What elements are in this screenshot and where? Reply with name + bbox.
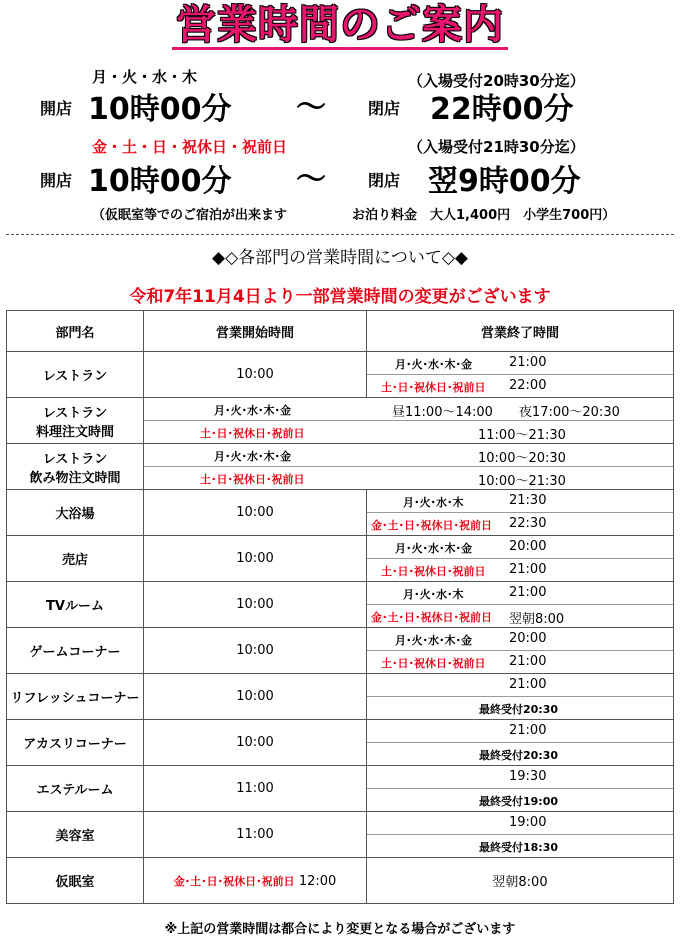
weekday-tilde: ～ (296, 90, 326, 125)
end-value: 19:00 (509, 815, 547, 830)
header-end: 営業終了時間 (367, 311, 674, 352)
dept-name: 仮眠室 (7, 858, 144, 904)
hours-table (6, 310, 674, 904)
end-value: 21:00 (509, 723, 547, 738)
end-time-cell (367, 582, 674, 628)
start-time: 11:00 (144, 766, 367, 812)
end-time-cell (367, 352, 674, 398)
end-time-cell (367, 720, 674, 766)
order-value: 11:00～21:30 (478, 428, 566, 443)
weekend-tilde: ～ (296, 162, 326, 197)
table-row (7, 582, 674, 628)
day-label: 土･日･祝休日･祝前日 (381, 565, 486, 578)
divider (6, 234, 674, 235)
last-reception: 最終受付20:30 (479, 703, 559, 716)
table-row (7, 352, 674, 398)
start-time: 10:00 (144, 490, 367, 536)
table-row (7, 444, 674, 490)
table-row (7, 628, 674, 674)
end-value: 21:30 (509, 493, 547, 508)
change-notice: 令和7年11月4日より一部営業時間の変更がございます (129, 287, 551, 307)
order-hours-cell (144, 444, 674, 490)
last-reception: 最終受付19:00 (479, 795, 559, 808)
last-reception: 最終受付20:30 (479, 749, 559, 762)
fee-note: お泊り料金 大人1,400円 小学生700円） (352, 208, 616, 223)
day-label: 金･土･日･祝休日･祝前日 (371, 519, 492, 532)
day-label: 金･土･日･祝休日･祝前日 (173, 874, 295, 888)
day-label: 月･火･水･木 (403, 588, 464, 601)
end-value: 21:00 (509, 677, 547, 692)
weekday-close-time: 22時00分 (430, 92, 574, 127)
stay-note: （仮眠室等でのご宿泊が出来ます (92, 208, 288, 223)
table-row (7, 766, 674, 812)
day-label: 土･日･祝休日･祝前日 (381, 381, 486, 394)
dept-name: リフレッシュコーナー (7, 674, 144, 720)
dept-name: レストラン 飲み物注文時間 (7, 444, 144, 490)
day-label: 土･日･祝休日･祝前日 (200, 427, 305, 440)
end-value: 22:30 (509, 516, 547, 531)
table-row (7, 398, 674, 444)
dept-name: 大浴場 (7, 490, 144, 536)
weekend-close-time: 翌9時00分 (428, 164, 581, 199)
weekday-open-time: 10時00分 (88, 92, 232, 127)
header-dept: 部門名 (7, 311, 144, 352)
end-time-cell (367, 536, 674, 582)
start-time: 11:00 (144, 812, 367, 858)
table-row (7, 812, 674, 858)
order-value: 10:00～21:30 (478, 474, 566, 489)
weekend-open-time: 10時00分 (88, 164, 232, 199)
dept-name: アカスリコーナー (7, 720, 144, 766)
day-label: 土･日･祝休日･祝前日 (381, 657, 486, 670)
table-header-row (7, 311, 674, 352)
dept-name: レストラン 料理注文時間 (7, 398, 144, 444)
dept-name: ゲームコーナー (7, 628, 144, 674)
table-row (7, 858, 674, 904)
end-value: 21:00 (509, 585, 547, 600)
weekend-open-label: 開店 (40, 171, 73, 190)
dept-heading: ◆◇各部門の営業時間について◇◆ (212, 248, 468, 268)
start-time-cell (144, 858, 367, 904)
start-time: 10:00 (144, 536, 367, 582)
day-label: 金･土･日･祝休日･祝前日 (371, 611, 492, 624)
page-title: 営業時間のご案内 (0, 2, 680, 50)
table-row (7, 536, 674, 582)
day-label: 月･火･水･木･金 (214, 450, 291, 463)
day-label: 月･火･水･木･金 (395, 634, 472, 647)
weekday-entry-note: （入場受付20時30分迄） (408, 72, 585, 90)
end-value: 20:00 (509, 539, 547, 554)
start-time: 10:00 (144, 720, 367, 766)
last-reception: 最終受付18:30 (479, 841, 559, 854)
end-time-cell (367, 812, 674, 858)
end-time-cell (367, 628, 674, 674)
day-label: 月･火･水･木･金 (395, 542, 472, 555)
end-value: 翌朝8:00 (509, 612, 565, 627)
start-time: 12:00 (298, 873, 337, 889)
start-time: 10:00 (144, 582, 367, 628)
dept-name: 美容室 (7, 812, 144, 858)
start-time: 10:00 (144, 674, 367, 720)
weekend-close-label: 閉店 (368, 171, 401, 190)
weekday-open-label: 開店 (40, 99, 73, 118)
day-label: 月･火･水･木･金 (214, 404, 291, 417)
header-start: 営業開始時間 (144, 311, 367, 352)
table-row (7, 720, 674, 766)
footer-note: ※上記の営業時間は都合により変更となる場合がございます (164, 922, 516, 937)
end-time-cell (367, 766, 674, 812)
dept-name: 売店 (7, 536, 144, 582)
day-label: 土･日･祝休日･祝前日 (200, 473, 305, 486)
order-value: 昼11:00～14:00 夜17:00～20:30 (392, 405, 620, 420)
order-value: 10:00～20:30 (478, 451, 566, 466)
weekend-entry-note: （入場受付21時30分迄） (408, 138, 585, 156)
end-value: 22:00 (509, 378, 547, 393)
end-value: 21:00 (509, 654, 547, 669)
weekday-close-label: 閉店 (368, 99, 401, 118)
weekend-days: 金・土・日・祝休日・祝前日 (92, 138, 288, 156)
end-time-cell (367, 674, 674, 720)
end-value: 21:00 (509, 355, 547, 370)
start-time: 10:00 (144, 628, 367, 674)
day-label: 月･火･水･木･金 (395, 358, 472, 371)
weekday-days: 月・火・水・木 (92, 68, 198, 86)
end-time: 翌朝8:00 (367, 858, 674, 904)
dept-name: エステルーム (7, 766, 144, 812)
dept-name: レストラン (7, 352, 144, 398)
end-value: 19:30 (509, 769, 547, 784)
end-time-cell (367, 490, 674, 536)
end-value: 21:00 (509, 562, 547, 577)
table-row (7, 490, 674, 536)
day-label: 月･火･水･木 (403, 496, 464, 509)
start-time: 10:00 (144, 352, 367, 398)
table-row (7, 674, 674, 720)
order-hours-cell (144, 398, 674, 444)
dept-name: TVルーム (7, 582, 144, 628)
end-value: 20:00 (509, 631, 547, 646)
